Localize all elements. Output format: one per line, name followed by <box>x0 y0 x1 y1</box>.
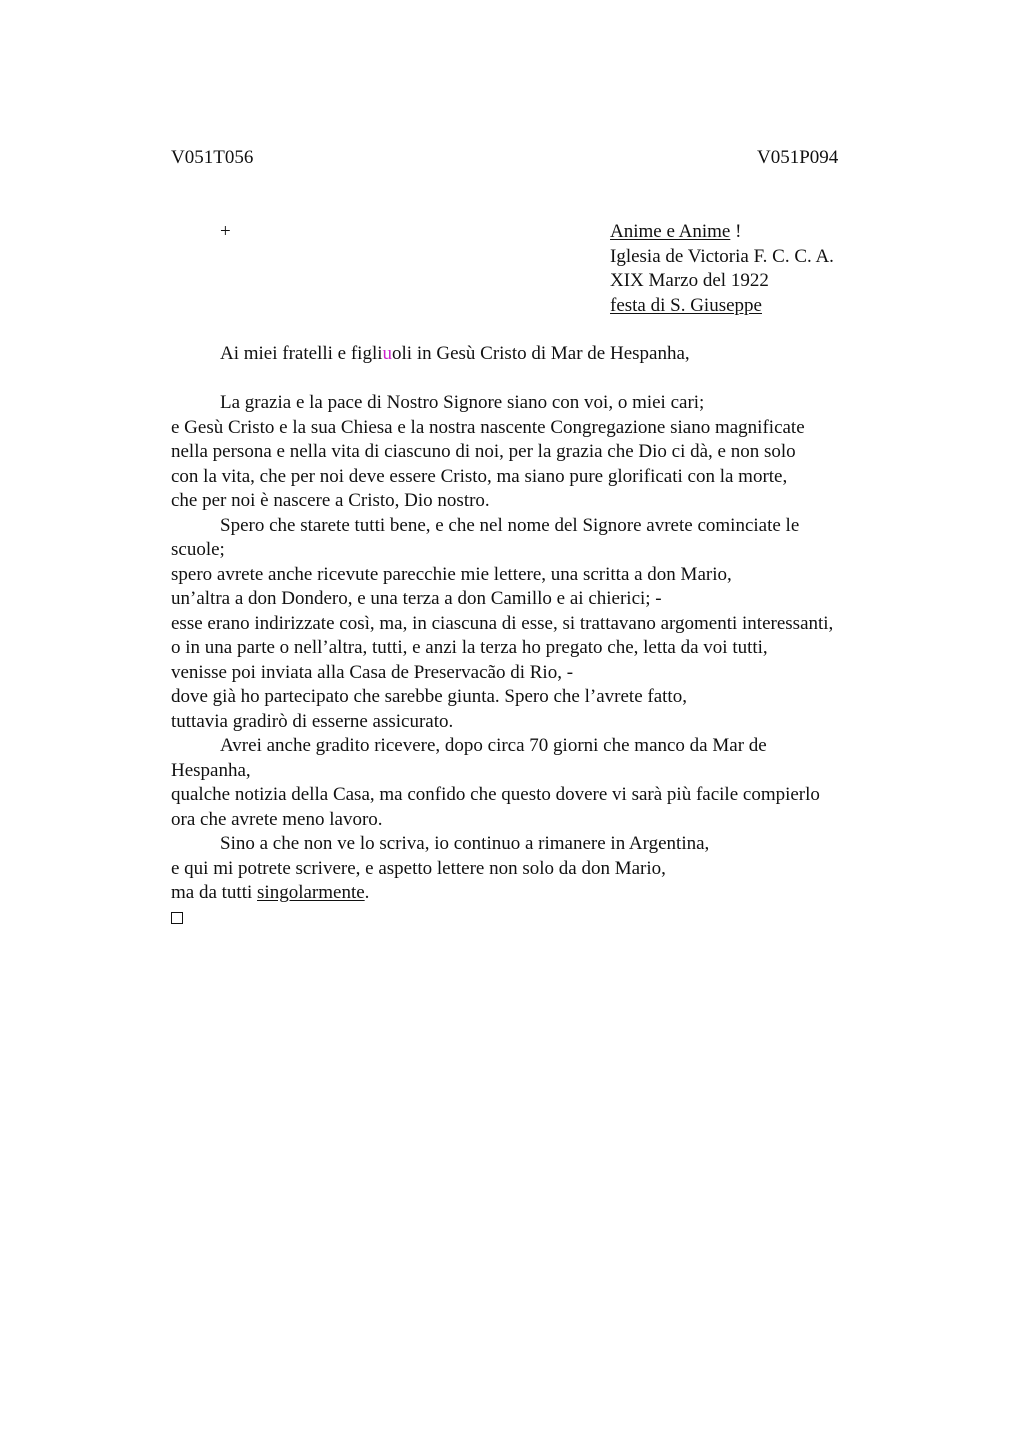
text-line: La grazia e la pace di Nostro Signore siano con voi, o miei cari; <box>220 392 705 413</box>
document-code-left: V051T056 <box>171 147 254 168</box>
end-box-icon <box>171 912 183 924</box>
document-code-right: V051P094 <box>757 147 839 168</box>
letter-heading <box>610 220 834 318</box>
text-line: o in una parte o nell’altra, tutti, e anzi la terza ho pregato che, letta da voi tutti, <box>171 637 768 658</box>
motto-text: Anime e Anime <box>610 221 731 242</box>
text-line: Spero che starete tutti bene, e che nel nome del Signore avrete cominciate le <box>220 514 800 536</box>
text-line: dove già ho partecipato che sarebbe giunta. Spero che l’avrete fatto, <box>171 686 687 707</box>
motto-line <box>610 220 834 245</box>
cross-mark: + <box>220 221 231 242</box>
text-line: un’altra a don Dondero, e una terza a don Camillo e ai chierici; - <box>171 588 662 609</box>
text-line: venisse poi inviata alla Casa de Preservacão di Rio, - <box>171 661 574 683</box>
text-line: Avrei anche gradito ricevere, dopo circa 70 giorni che manco da Mar de <box>220 735 767 756</box>
text-line: Sino a che non ve lo scriva, io continuo a rimanere in Argentina, <box>220 833 710 854</box>
text-line: ora che avrete meno lavoro. <box>171 808 383 830</box>
text-line: e Gesù Cristo e la sua Chiesa e la nostra nascente Congregazione siano magnificate <box>171 416 805 438</box>
text-line: scuole; <box>171 539 225 560</box>
text-line: nella persona e nella vita di ciascuno di noi, per la grazia che Dio ci dà, e non solo <box>171 441 796 462</box>
highlighted-letter: u <box>382 343 393 364</box>
text-line: con la vita, che per noi deve essere Cristo, ma siano pure glorificati con la morte, <box>171 465 788 487</box>
salutation: Ai miei fratelli e figliuoli in Gesù Cristo di Mar de Hespanha, <box>220 343 690 364</box>
closing-line: ma da tutti singolarmente. <box>171 882 370 903</box>
motto-suffix: ! <box>730 221 742 242</box>
text-line: che per noi è nascere a Cristo, Dio nostro. <box>171 490 490 511</box>
letter-feast: festa di S. Giuseppe <box>610 294 762 316</box>
letter-body <box>171 342 911 931</box>
letter-date: XIX Marzo del 1922 <box>610 270 769 291</box>
text-line: Hespanha, <box>171 759 251 781</box>
text-line: tuttavia gradirò di esserne assicurato. <box>171 710 454 732</box>
text-line: e qui mi potrete scrivere, e aspetto lettere non solo da don Mario, <box>171 857 666 879</box>
text-line: spero avrete anche ricevute parecchie mie lettere, una scritta a don Mario, <box>171 563 732 585</box>
underlined-word: singolarmente <box>257 882 365 903</box>
text-line: qualche notizia della Casa, ma confido che questo dovere vi sarà più facile compierlo <box>171 784 820 805</box>
text-line: esse erano indirizzate così, ma, in ciascuna di esse, si trattavano argomenti interessanti, <box>171 612 834 634</box>
letter-place: Iglesia de Victoria F. C. C. A. <box>610 245 834 267</box>
